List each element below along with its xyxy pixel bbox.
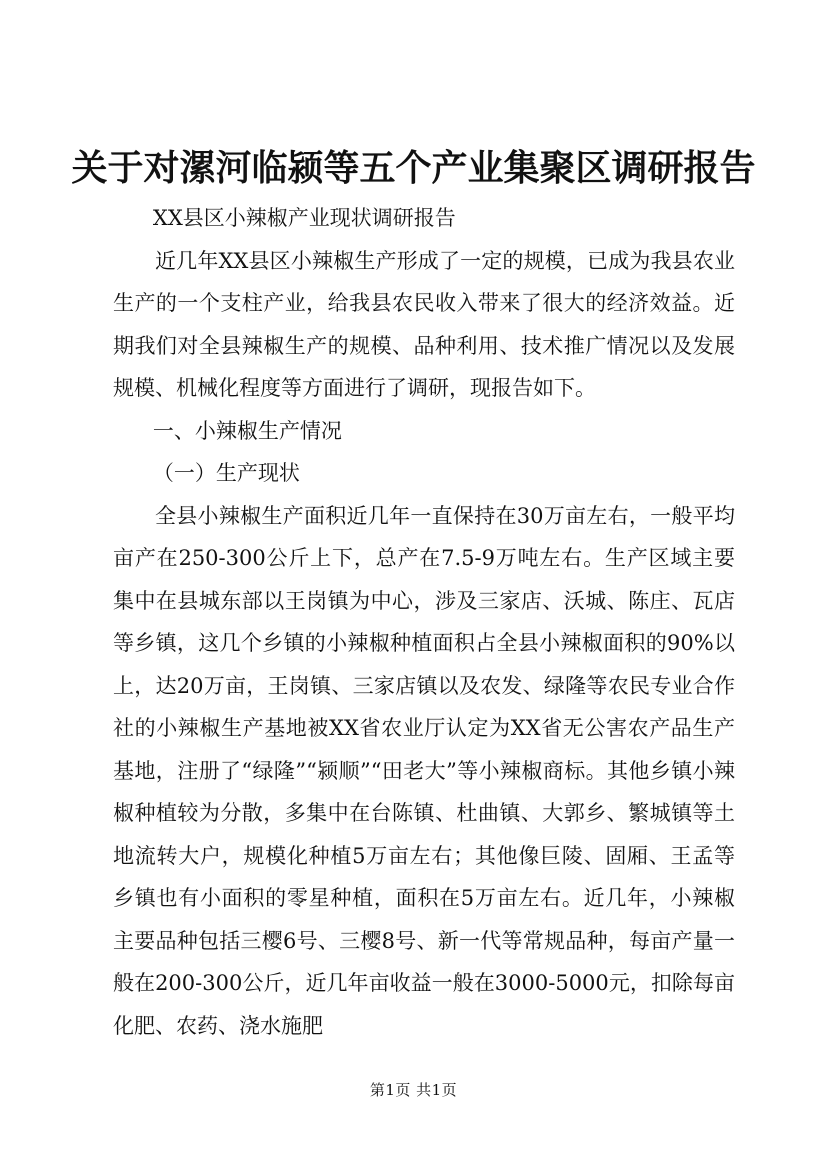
paragraph-intro: 近几年XX县区小辣椒生产形成了一定的规模，已成为我县农业生产的一个支柱产业，给我县农民收入带来了很大的经济效益。近期我们对全县辣椒生产的规模、品种利用、技术推广情况以及发展规模、机械化程度等方面进行了调研，现报告如下。 (113, 248, 735, 400)
document-body (113, 197, 735, 1047)
page-footer: 第1页 共1页 (369, 1081, 458, 1099)
subtitle: XX县区小辣椒产业现状调研报告 (152, 206, 456, 230)
subsection-heading: （一）生产现状 (152, 461, 300, 485)
paragraph-production-status: 全县小辣椒生产面积近几年一直保持在30万亩左右，一般平均亩产在250-300公斤上下，总产在7.5-9万吨左右。生产区域主要集中在县城东部以王岗镇为中心，涉及三家店、沃城、陈庄、瓦店等乡镇，这几个乡镇的小辣椒种植面积占全县小辣椒面积的90%以上，达20万亩，王岗镇、三家店镇以及农发、绿隆等农民专业合作社的小辣椒生产基地被XX省农业厅认定为XX省无公害农产品生产基地，注册了“绿隆”“颍顺”“田老大”等小辣椒商标。其他乡镇小辣椒种植较为分散，多集中在台陈镇、杜曲镇、大郭乡、繁城镇等土地流转大户，规模化种植5万亩左右；其他像巨陵、固厢、王孟等乡镇也有小面积的零星种植，面积在5万亩左右。近几年，小辣椒主要品种包括三樱6号、三樱8号、新一代等常规品种，每亩产量一般在200-300公斤，近几年亩收益一般在3000-5000元，扣除每亩化肥、农药、浇水施肥 (113, 503, 735, 1038)
document-title: 关于对漯河临颍等五个产业集聚区调研报告 (71, 147, 756, 189)
section-heading: 一、小辣椒生产情况 (152, 418, 342, 443)
